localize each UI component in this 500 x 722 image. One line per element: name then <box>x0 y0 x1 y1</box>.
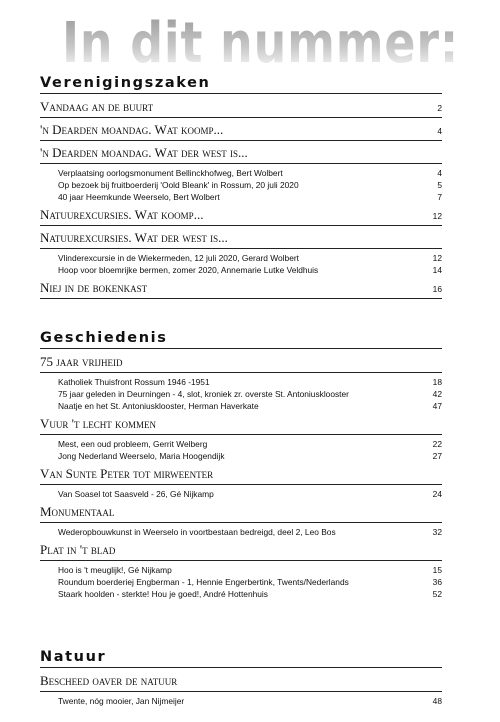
toc-item <box>40 695 442 707</box>
item-label: Katholiek Thuisfront Rossum 1946 -1951 <box>58 377 210 387</box>
heading-label: 'n Dearden moandag. Wat der west is... <box>40 145 248 160</box>
heading-label: Bescheed oaver de natuur <box>40 673 178 688</box>
section-title: Natuur <box>40 648 442 668</box>
page-title: In dit nummer: <box>62 11 460 76</box>
toc-heading-entry <box>40 673 442 689</box>
heading-label: Niej in de bokenkast <box>40 280 148 295</box>
item-label: Hoop voor bloemrijke bermen, zomer 2020, Annemarie Lutke Veldhuis <box>58 265 319 275</box>
heading-label: 'n Dearden moandag. Wat koomp... <box>40 122 224 137</box>
heading-label: Vandaag an de buurt <box>40 99 154 114</box>
item-label: Mest, een oud probleem, Gerrit Welberg <box>58 439 208 449</box>
heading-label: Natuurexcursies. Wat koomp... <box>40 207 204 222</box>
toc-heading-entry <box>40 122 442 138</box>
page-number: 47 <box>432 401 442 411</box>
item-label: 40 jaar Heemkunde Weerselo, Bert Wolbert <box>58 192 220 202</box>
item-label: Twente, nóg mooier, Jan Nijmeijer <box>58 696 185 706</box>
divider <box>40 484 442 485</box>
page-number: 14 <box>432 265 442 275</box>
page-number: 52 <box>432 589 442 599</box>
section-title: Geschiedenis <box>40 329 442 349</box>
toc-item <box>40 388 442 400</box>
heading-label: Vuur 't lecht kommen <box>40 416 156 431</box>
toc-heading-entry <box>40 99 442 115</box>
item-label: Naatje en het St. Antoniusklooster, Herman Haverkate <box>58 401 259 411</box>
section-title: Verenigingszaken <box>40 74 442 94</box>
page-number: 27 <box>432 451 442 461</box>
item-label: Wederopbouwkunst in Weerselo in voortbestaan bedreigd, deel 2, Leo Bos <box>58 527 336 537</box>
toc-item <box>40 179 442 191</box>
item-label: Hoo is 't meuglijk!, Gé Nijkamp <box>58 565 172 575</box>
divider <box>40 248 442 249</box>
item-label: Vlinderexcursie in de Wiekermeden, 12 juli 2020, Gerard Wolbert <box>58 253 299 263</box>
item-label: Roundum boerderiej Engberman - 1, Hennie Engerbertink, Twents/Nederlands <box>58 577 349 587</box>
page-number: 15 <box>432 565 442 575</box>
heading-label: 75 jaar vrijheid <box>40 354 123 369</box>
item-label: Op bezoek bij fruitboerderij 'Oold Bleank' in Rossum, 20 juli 2020 <box>58 180 299 190</box>
heading-label: Natuurexcursies. Wat der west is... <box>40 230 228 245</box>
heading-label: Monumentaal <box>40 504 115 519</box>
divider <box>40 298 442 299</box>
toc-heading-entry <box>40 542 442 558</box>
item-label: Jong Nederland Weerselo, Maria Hoogendijk <box>58 451 225 461</box>
divider <box>40 140 442 141</box>
toc-heading-entry <box>40 504 442 520</box>
toc-section <box>40 74 442 299</box>
toc-item <box>40 191 442 203</box>
divider <box>40 372 442 373</box>
toc-heading-entry <box>40 207 442 223</box>
toc-heading-entry <box>40 280 442 296</box>
page-number: 36 <box>432 577 442 587</box>
toc-item <box>40 488 442 500</box>
toc-item <box>40 252 442 264</box>
page-number: 5 <box>437 180 442 190</box>
toc-item <box>40 167 442 179</box>
toc-item <box>40 400 442 412</box>
page-number: 16 <box>432 284 442 294</box>
page-number: 48 <box>432 696 442 706</box>
page-number: 22 <box>432 439 442 449</box>
page-number: 12 <box>432 211 442 221</box>
toc-heading-entry <box>40 416 442 432</box>
page-number: 4 <box>437 126 442 136</box>
toc-heading-entry <box>40 145 442 161</box>
page-number: 24 <box>432 489 442 499</box>
toc-item <box>40 588 442 600</box>
divider <box>40 560 442 561</box>
page-number: 7 <box>437 192 442 202</box>
heading-label: Plat in 't blad <box>40 542 116 557</box>
page-number: 18 <box>432 377 442 387</box>
toc-item <box>40 376 442 388</box>
toc-heading-entry <box>40 230 442 246</box>
divider <box>40 434 442 435</box>
toc-item <box>40 526 442 538</box>
page-number: 42 <box>432 389 442 399</box>
table-of-contents <box>40 74 442 717</box>
divider <box>40 225 442 226</box>
item-label: Verplaatsing oorlogsmonument Bellinckhofweg, Bert Wolbert <box>58 168 283 178</box>
toc-item <box>40 450 442 462</box>
heading-label: Van Sunte Peter tot mirweenter <box>40 466 214 481</box>
item-label: Staark hoolden - sterkte! Hou je goed!, André Hottenhuis <box>58 589 268 599</box>
toc-heading-entry <box>40 466 442 482</box>
item-label: 75 jaar geleden in Deurningen - 4, slot, kroniek zr. overste St. Antoniusklooster <box>58 389 349 399</box>
divider <box>40 522 442 523</box>
toc-item <box>40 264 442 276</box>
divider <box>40 163 442 164</box>
toc-section <box>40 648 442 707</box>
divider <box>40 117 442 118</box>
toc-item <box>40 564 442 576</box>
page-number: 32 <box>432 527 442 537</box>
divider <box>40 691 442 692</box>
page-number: 2 <box>437 103 442 113</box>
toc-item <box>40 576 442 588</box>
toc-item <box>40 438 442 450</box>
toc-section <box>40 329 442 600</box>
item-label: Van Soasel tot Saasveld - 26, Gé Nijkamp <box>58 489 214 499</box>
page-number: 12 <box>432 253 442 263</box>
toc-heading-entry <box>40 354 442 370</box>
page-number: 4 <box>437 168 442 178</box>
